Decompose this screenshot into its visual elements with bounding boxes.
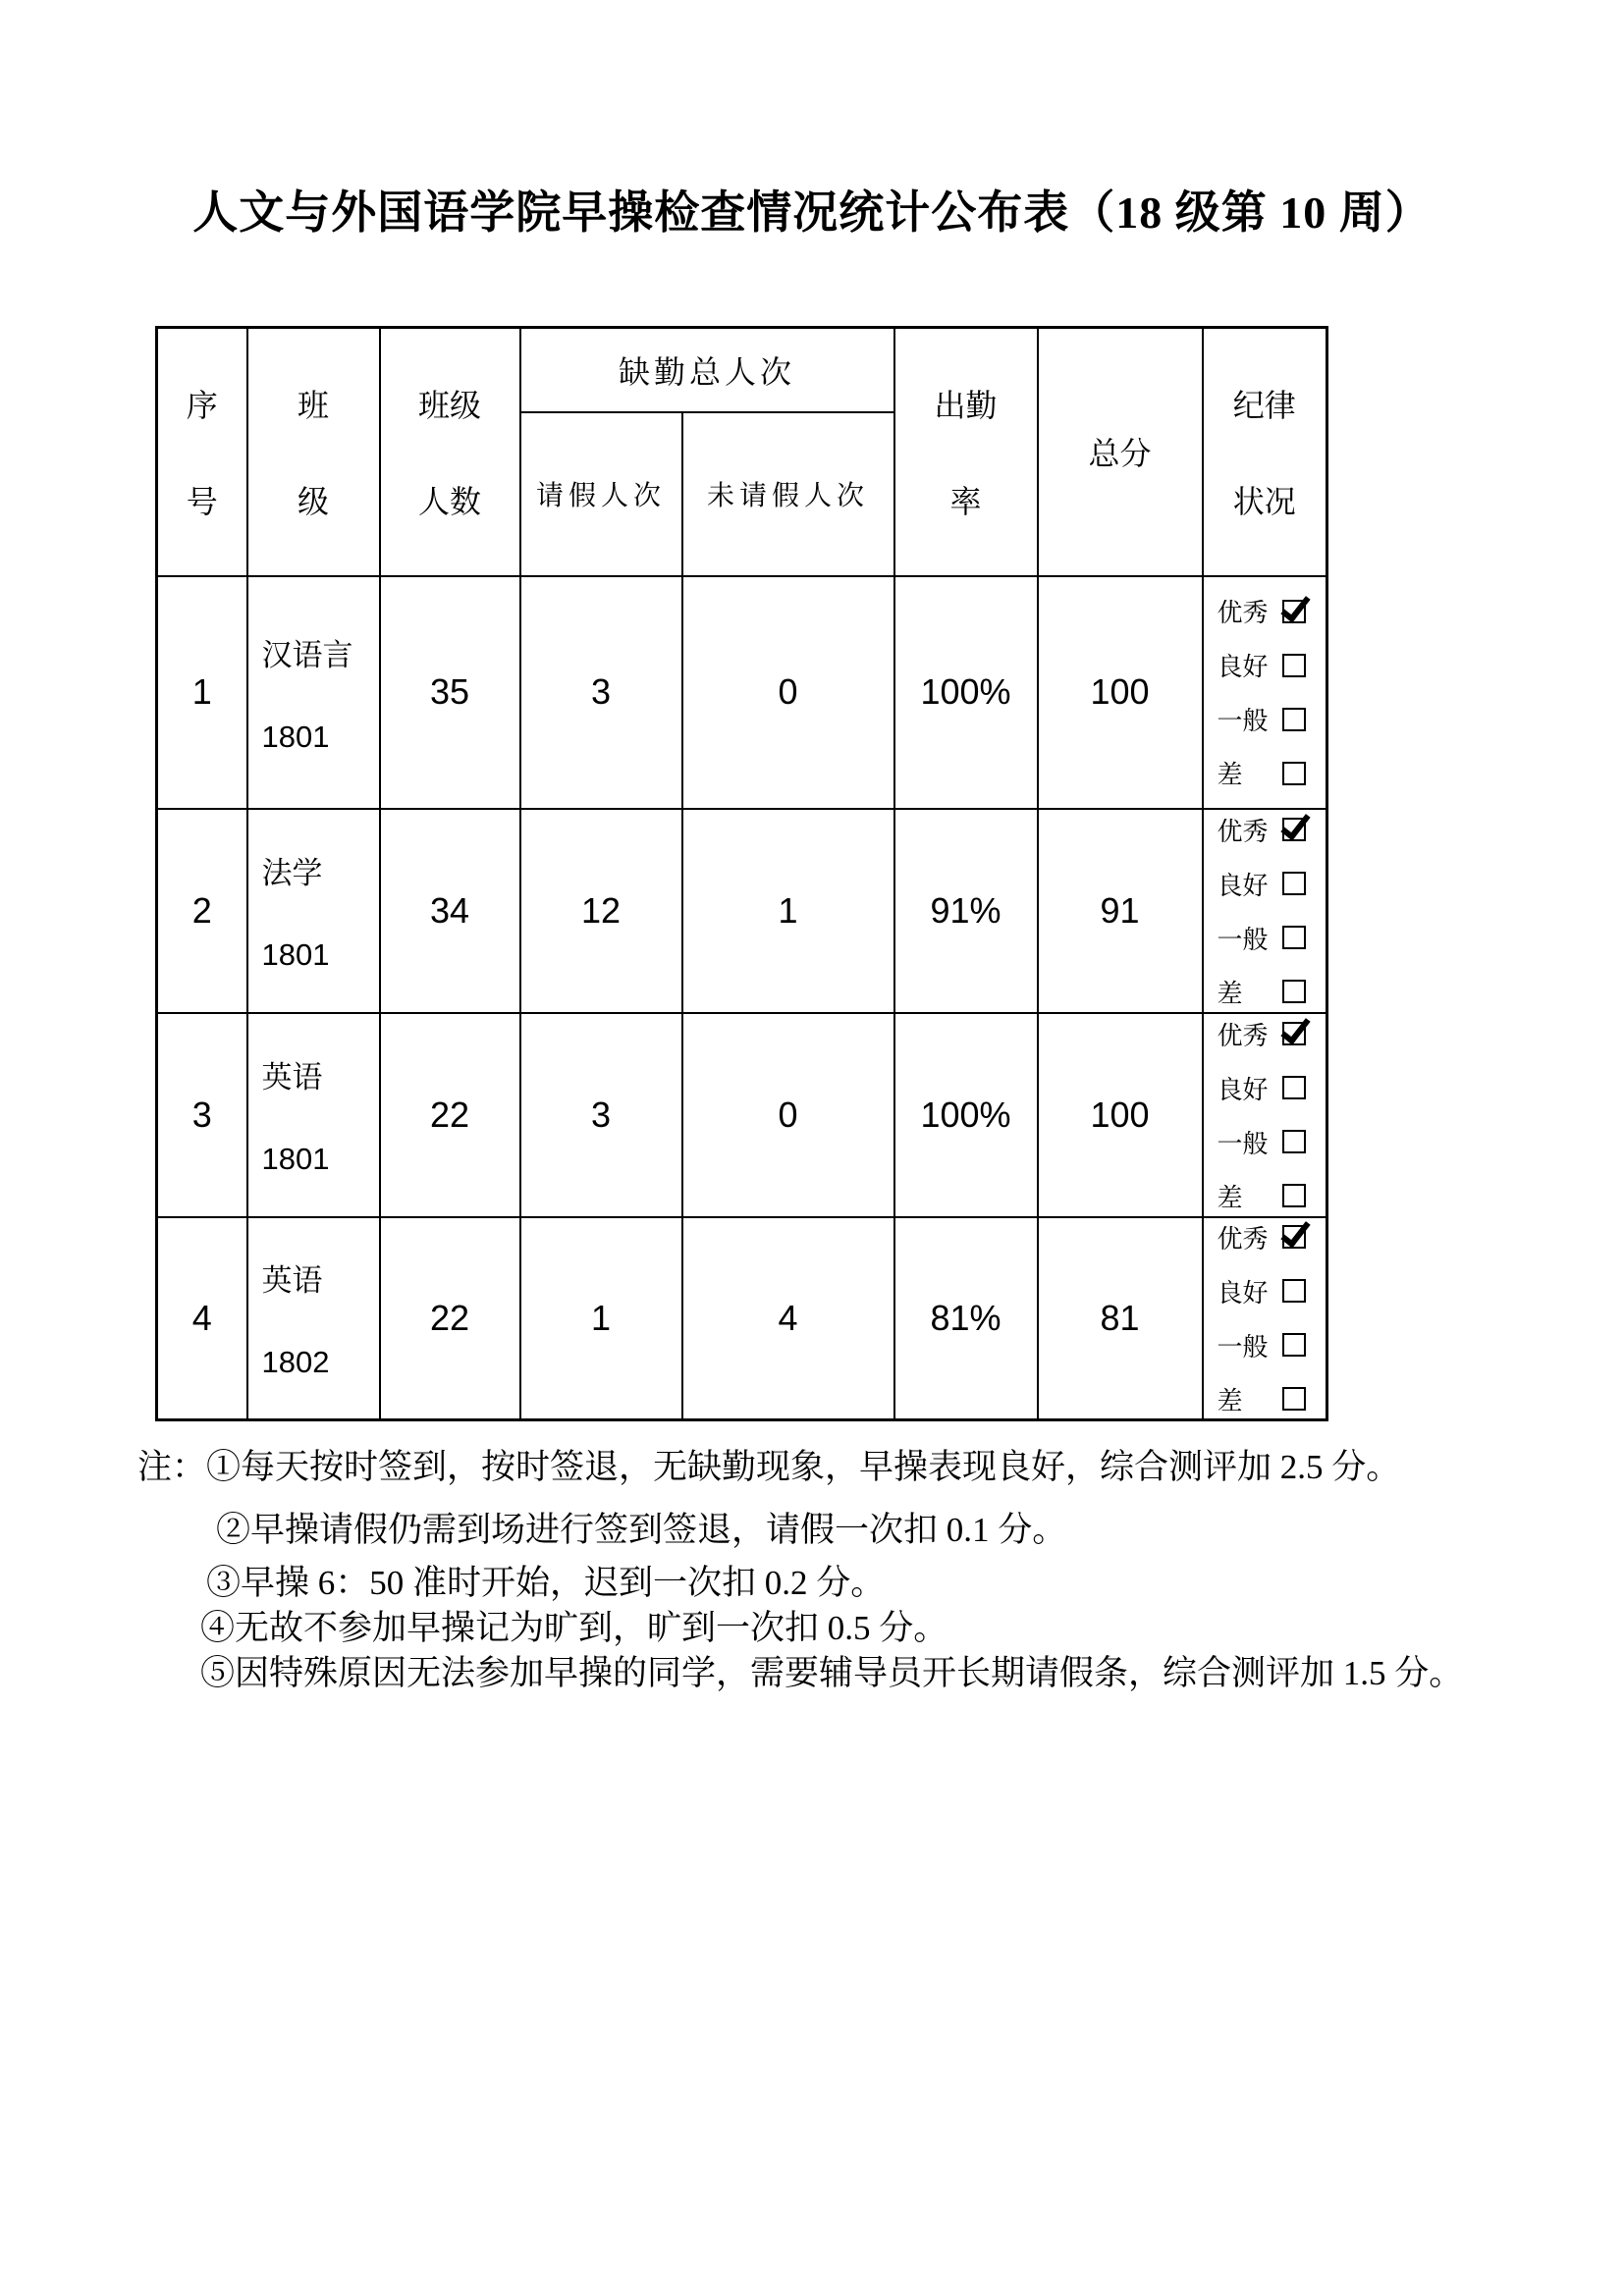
- header-class-size-line2: 人数: [417, 484, 481, 520]
- header-class-line2: 级: [297, 484, 329, 520]
- discipline-option: 差: [1218, 1381, 1306, 1417]
- table-row: [157, 1217, 1327, 1420]
- class-name: 英语: [261, 1060, 323, 1095]
- header-attendance-rate: [894, 328, 1038, 576]
- note-line: ②早操请假仍需到场进行签到签退，请假一次扣 0.1 分。: [216, 1511, 1067, 1549]
- header-attendance-line1: 出勤: [934, 388, 998, 424]
- page-title: 人文与外国语学院早操检查情况统计公布表（18 级第 10 周）: [192, 187, 1432, 238]
- discipline-option: 差: [1218, 755, 1306, 791]
- cell-seq: 3: [157, 1013, 247, 1217]
- checkbox[interactable]: [1282, 1279, 1306, 1303]
- class-name: 法学: [261, 856, 323, 890]
- checkbox[interactable]: [1282, 980, 1306, 1003]
- cell-class: [247, 1013, 380, 1217]
- cell-total-score: 91: [1038, 809, 1203, 1013]
- cell-leave-count: 3: [520, 576, 682, 809]
- header-leave-count: 请假人次: [520, 412, 682, 576]
- cell-no-leave-count: 4: [682, 1217, 894, 1420]
- class-name: 英语: [261, 1263, 323, 1299]
- cell-seq: 1: [157, 576, 247, 809]
- cell-class: [247, 576, 380, 809]
- checkbox[interactable]: [1282, 654, 1306, 677]
- checkbox[interactable]: [1282, 1225, 1306, 1249]
- cell-discipline: [1203, 576, 1327, 809]
- notes-prefix: 注：: [137, 1448, 207, 1486]
- checkbox[interactable]: [1282, 1333, 1306, 1357]
- checkbox[interactable]: [1282, 1130, 1306, 1153]
- cell-discipline: [1203, 1013, 1327, 1217]
- discipline-option: 优秀: [1218, 812, 1306, 848]
- discipline-option: 良好: [1218, 866, 1306, 902]
- checkbox[interactable]: [1282, 708, 1306, 731]
- cell-attendance-rate: 100%: [894, 1013, 1038, 1217]
- cell-attendance-rate: 100%: [894, 576, 1038, 809]
- checkbox[interactable]: [1282, 872, 1306, 895]
- discipline-option: 一般: [1218, 1124, 1306, 1160]
- header-class-size: [380, 328, 520, 576]
- cell-no-leave-count: 0: [682, 1013, 894, 1217]
- table-row: [157, 576, 1327, 809]
- discipline-option: 良好: [1218, 1070, 1306, 1106]
- discipline-option: 良好: [1218, 1273, 1306, 1309]
- table-row: [157, 809, 1327, 1013]
- note-line: ③早操 6：50 准时开始，迟到一次扣 0.2 分。: [206, 1564, 886, 1602]
- cell-class-size: 22: [380, 1013, 520, 1217]
- class-year: 1801: [261, 719, 330, 754]
- notes: [137, 1445, 1532, 1696]
- cell-class: [247, 1217, 380, 1420]
- checkbox[interactable]: [1282, 1387, 1306, 1411]
- cell-class-size: 35: [380, 576, 520, 809]
- checkbox[interactable]: [1282, 1022, 1306, 1045]
- cell-discipline: [1203, 809, 1327, 1013]
- cell-no-leave-count: 1: [682, 809, 894, 1013]
- cell-attendance-rate: 91%: [894, 809, 1038, 1013]
- cell-class-size: 22: [380, 1217, 520, 1420]
- checkbox[interactable]: [1282, 926, 1306, 949]
- cell-total-score: 100: [1038, 576, 1203, 809]
- note-line: ⑤因特殊原因无法参加早操的同学，需要辅导员开长期请假条，综合测评加 1.5 分。: [200, 1654, 1464, 1692]
- checkbox[interactable]: [1282, 1184, 1306, 1207]
- cell-leave-count: 1: [520, 1217, 682, 1420]
- cell-seq: 4: [157, 1217, 247, 1420]
- discipline-option: 差: [1218, 974, 1306, 1010]
- cell-total-score: 81: [1038, 1217, 1203, 1420]
- checkbox[interactable]: [1282, 600, 1306, 623]
- cell-discipline: [1203, 1217, 1327, 1420]
- cell-class: [247, 809, 380, 1013]
- checkbox[interactable]: [1282, 1076, 1306, 1099]
- header-seq-line2: 号: [186, 484, 218, 520]
- table-row: [157, 1013, 1327, 1217]
- class-year: 1802: [261, 1345, 330, 1380]
- header-no-leave-count: 未请假人次: [682, 412, 894, 576]
- attendance-table: [155, 326, 1328, 1421]
- header-attendance-line2: 率: [949, 484, 982, 520]
- discipline-option: 一般: [1218, 701, 1306, 737]
- cell-total-score: 100: [1038, 1013, 1203, 1217]
- checkbox[interactable]: [1282, 762, 1306, 785]
- checkbox[interactable]: [1282, 818, 1306, 841]
- header-total-score: 总分: [1038, 328, 1203, 576]
- header-class: [247, 328, 380, 576]
- class-name: 汉语言: [261, 637, 353, 672]
- header-discipline-line1: 纪律: [1232, 388, 1296, 424]
- header-class-line1: 班: [297, 388, 329, 424]
- header-class-size-line1: 班级: [417, 388, 481, 424]
- note-line: 注：①每天按时签到，按时签退，无缺勤现象，早操表现良好，综合测评加 2.5 分。: [137, 1448, 1401, 1486]
- class-year: 1801: [261, 937, 330, 972]
- cell-no-leave-count: 0: [682, 576, 894, 809]
- header-seq-line1: 序: [186, 388, 218, 424]
- discipline-option: 一般: [1218, 920, 1306, 956]
- cell-leave-count: 12: [520, 809, 682, 1013]
- cell-attendance-rate: 81%: [894, 1217, 1038, 1420]
- class-year: 1801: [261, 1142, 330, 1176]
- cell-seq: 2: [157, 809, 247, 1013]
- header-discipline-line2: 状况: [1232, 484, 1296, 520]
- header-discipline: [1203, 328, 1327, 576]
- header-seq: [157, 328, 247, 576]
- cell-class-size: 34: [380, 809, 520, 1013]
- discipline-option: 良好: [1218, 647, 1306, 683]
- header-absent-group: 缺勤总人次: [520, 328, 894, 412]
- discipline-option: 优秀: [1218, 593, 1306, 629]
- discipline-option: 差: [1218, 1178, 1306, 1214]
- cell-leave-count: 3: [520, 1013, 682, 1217]
- discipline-option: 优秀: [1218, 1219, 1306, 1255]
- discipline-option: 优秀: [1218, 1016, 1306, 1052]
- discipline-option: 一般: [1218, 1327, 1306, 1363]
- note-line: ④无故不参加早操记为旷到，旷到一次扣 0.5 分。: [200, 1609, 948, 1647]
